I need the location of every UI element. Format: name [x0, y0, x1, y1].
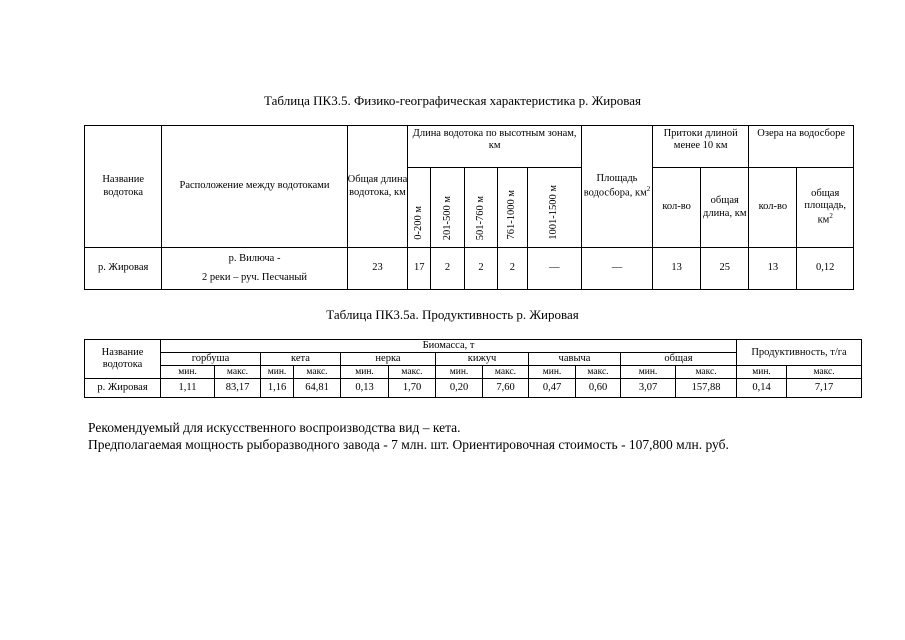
cell-value: 1,16 [261, 379, 294, 398]
header-tributaries-count: кол-во [653, 168, 701, 248]
header-lakes-area: общая площадь, $км^2$ [797, 168, 854, 248]
header-min: мин. [436, 366, 483, 379]
cell-value: 0,60 [576, 379, 621, 398]
header-total-length: Общая длина водотока, км [347, 126, 408, 248]
cell-name: р. Жировая [85, 248, 162, 290]
header-species-2: нерка [341, 353, 436, 366]
header-name: Название водотока [85, 126, 162, 248]
cell-location-line2: 2 реки – руч. Песчаный [201, 272, 308, 283]
header-productivity-group: Продуктивность, т/га [737, 340, 862, 366]
header-lakes-group: Озера на водосборе [749, 126, 854, 168]
header-biomass-group: Биомасса, т [161, 340, 737, 353]
header-min: мин. [261, 366, 294, 379]
header-max: макс. [576, 366, 621, 379]
cell-zone-1: 2 [431, 248, 464, 290]
cell-value: 157,88 [676, 379, 737, 398]
header-name: Название водотока [85, 340, 161, 379]
header-max: макс. [787, 366, 862, 379]
header-min: мин. [529, 366, 576, 379]
header-location: Расположение между водотоками [162, 126, 347, 248]
header-max: макс. [215, 366, 261, 379]
cell-area: — [581, 248, 652, 290]
header-zone-2: 501-760 м [464, 168, 497, 248]
header-min: мин. [737, 366, 787, 379]
cell-value: 3,07 [621, 379, 676, 398]
table2-caption: Таблица ПК3.5а. Продуктивность р. Жировая [326, 307, 579, 322]
recommendation-note: Рекомендуемый для искусственного воспроизводства вид – кета. [88, 420, 461, 435]
cell-zone-2: 2 [464, 248, 497, 290]
header-zone-0: 0-200 м [408, 168, 431, 248]
productivity-table [84, 339, 862, 398]
header-min: мин. [621, 366, 676, 379]
cell-value: 0,13 [341, 379, 389, 398]
cell-location [162, 248, 347, 290]
cell-tributaries-length: 25 [701, 248, 749, 290]
header-max: макс. [676, 366, 737, 379]
cell-location-line1: р. Вилюча - [228, 252, 281, 264]
header-species-3: кижуч [436, 353, 529, 366]
cell-productivity-max: 7,17 [787, 379, 862, 398]
cell-value: 83,17 [215, 379, 261, 398]
cell-value: 1,11 [161, 379, 215, 398]
header-max: макс. [294, 366, 341, 379]
capacity-cost-note: Предполагаемая мощность рыборазводного завода - 7 млн. шт. Ориентировочная стоимость - 107,800 млн. руб. [88, 437, 729, 452]
header-zone-3: 761-1000 м [498, 168, 527, 248]
cell-productivity-min: 0,14 [737, 379, 787, 398]
table1-caption: Таблица ПК3.5. Физико-географическая характеристика р. Жировая [264, 93, 641, 108]
cell-value: 0,20 [436, 379, 483, 398]
header-min: мин. [341, 366, 389, 379]
header-species-5: общая [621, 353, 737, 366]
table-row [85, 248, 854, 290]
header-min: мин. [161, 366, 215, 379]
header-lakes-count: кол-во [749, 168, 797, 248]
cell-name: р. Жировая [85, 379, 161, 398]
header-zone-4: 1001-1500 м [527, 168, 581, 248]
cell-value: 1,70 [389, 379, 436, 398]
header-tributaries-group: Притоки длиной менее 10 км [653, 126, 749, 168]
cell-lakes-area: 0,12 [797, 248, 854, 290]
header-species-4: чавыча [529, 353, 621, 366]
cell-zone-3: 2 [498, 248, 527, 290]
header-zone-1: 201-500 м [431, 168, 464, 248]
header-zones-group: Длина водотока по высотным зонам, км [408, 126, 582, 168]
physical-geographic-table [84, 125, 854, 290]
cell-value: 64,81 [294, 379, 341, 398]
cell-value: 0,47 [529, 379, 576, 398]
header-max: макс. [483, 366, 529, 379]
cell-total-length: 23 [347, 248, 408, 290]
header-species-1: кета [261, 353, 341, 366]
header-species-0: горбуша [161, 353, 261, 366]
header-area: Площадь водосбора, $км^2$ [581, 126, 652, 248]
table-row [85, 379, 862, 398]
header-max: макс. [389, 366, 436, 379]
cell-tributaries-count: 13 [653, 248, 701, 290]
cell-zone-0: 17 [408, 248, 431, 290]
cell-value: 7,60 [483, 379, 529, 398]
cell-zone-4: — [527, 248, 581, 290]
header-tributaries-length: общая длина, км [701, 168, 749, 248]
cell-lakes-count: 13 [749, 248, 797, 290]
